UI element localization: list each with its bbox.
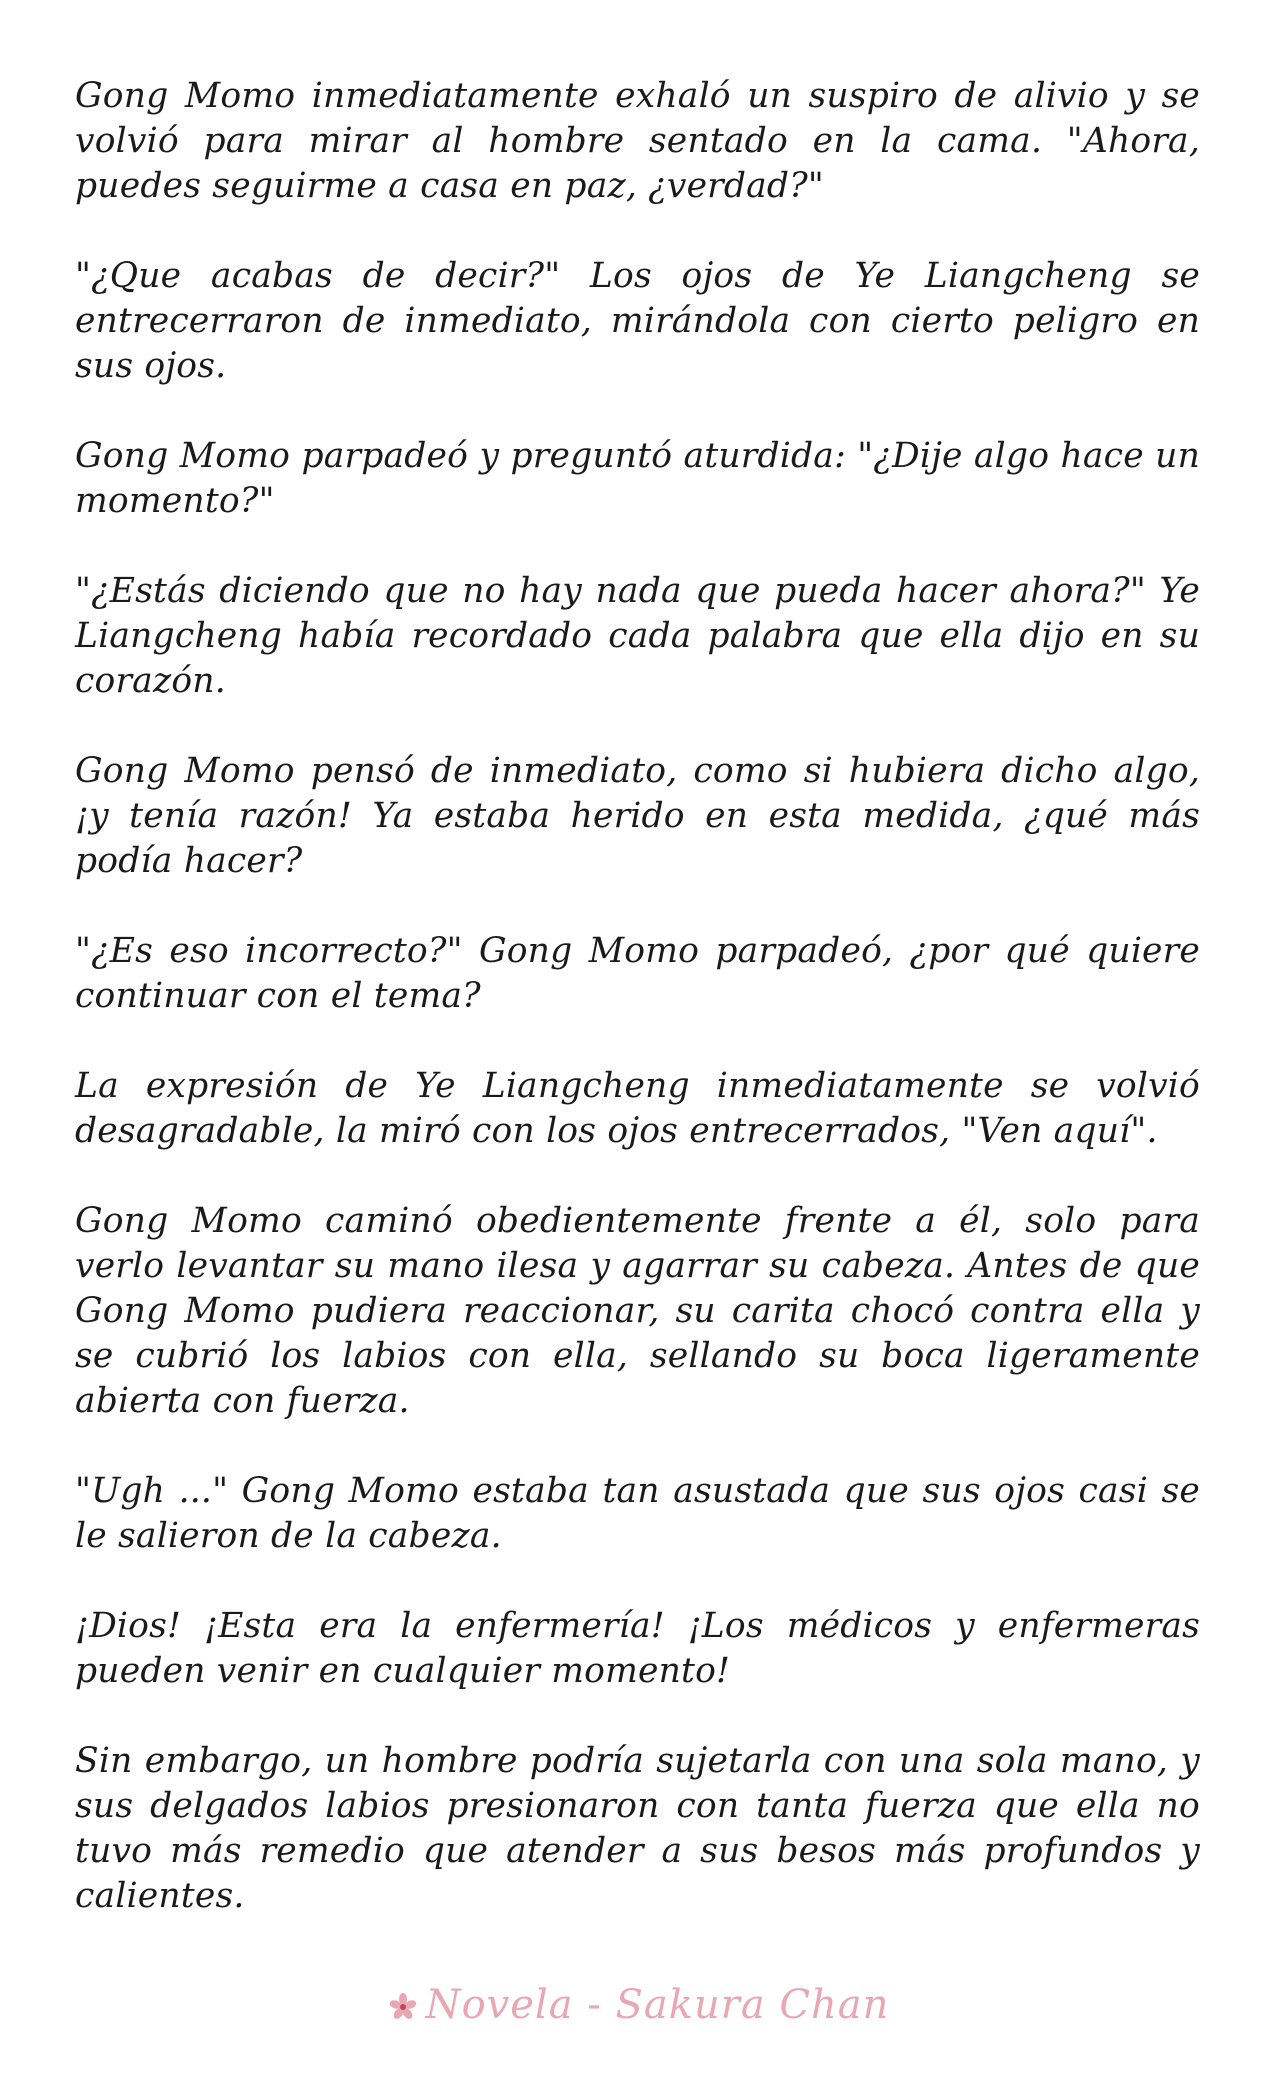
paragraph-1: Gong Momo inmediatamente exhaló un suspiro de alivio y se volvió para mirar al hombre sentado en la cama. "Ahora, puedes seguirme a casa en paz, ¿verdad?"	[75, 76, 1200, 206]
paragraph-6: "¿Es eso incorrecto?" Gong Momo parpadeó, ¿por qué quiere continuar con el tema?	[75, 931, 1200, 1016]
paragraph-8: Gong Momo caminó obedientemente frente a él, solo para verlo levantar su mano ilesa y agarrar su cabeza. Antes de que Gong Momo pudiera reaccionar, su carita chocó contra ella y se cubrió los labios con ella, sellando su boca ligeramente abierta con fuerza.	[75, 1201, 1200, 1421]
paragraph-4: "¿Estás diciendo que no hay nada que pueda hacer ahora?" Ye Liangcheng había recordado cada palabra que ella dijo en su corazón.	[75, 571, 1200, 701]
paragraph-7: La expresión de Ye Liangcheng inmediatamente se volvió desagradable, la miró con los ojos entrecerrados, "Ven aquí".	[75, 1066, 1200, 1151]
paragraph-9: "Ugh ..." Gong Momo estaba tan asustada que sus ojos casi se le salieron de la cabeza.	[75, 1471, 1200, 1556]
paragraph-5: Gong Momo pensó de inmediato, como si hubiera dicho algo, ¡y tenía razón! Ya estaba herido en esta medida, ¿qué más podía hacer?	[75, 751, 1200, 881]
paragraph-2: "¿Que acabas de decir?" Los ojos de Ye Liangcheng se entrecerraron de inmediato, mirándola con cierto peligro en sus ojos.	[75, 256, 1200, 386]
chapter-text	[75, 74, 1200, 1964]
paragraph-11: Sin embargo, un hombre podría sujetarla con una sola mano, y sus delgados labios presionaron con tanta fuerza que ella no tuvo más remedio que atender a sus besos más profundos y calientes.	[75, 1741, 1200, 1916]
watermark	[0, 1982, 1275, 2028]
cherry-blossom-icon	[386, 1988, 420, 2022]
watermark-text: Novela - Sakura Chan	[425, 1982, 890, 2028]
paragraph-3: Gong Momo parpadeó y preguntó aturdida: "¿Dije algo hace un momento?"	[75, 436, 1200, 521]
paragraph-10: ¡Dios! ¡Esta era la enfermería! ¡Los médicos y enfermeras pueden venir en cualquier momento!	[75, 1606, 1200, 1691]
